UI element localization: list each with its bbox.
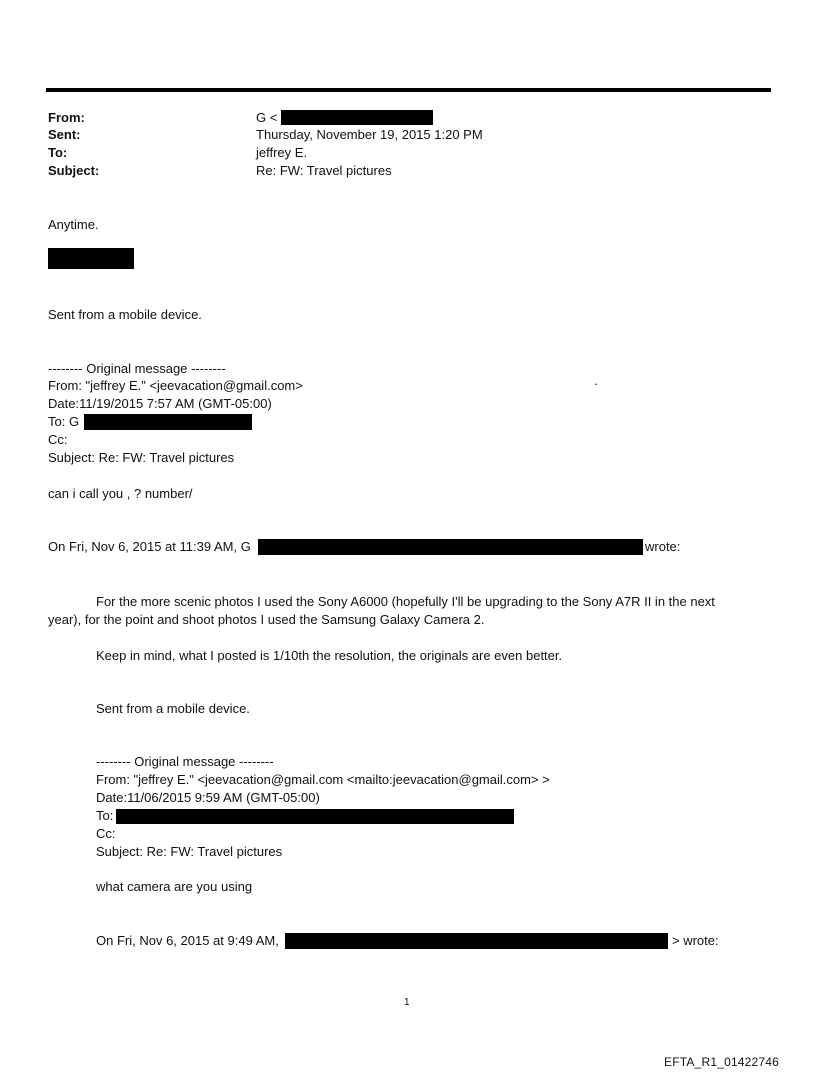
quote-on-line: On Fri, Nov 6, 2015 at 9:49 AM,: [96, 933, 279, 948]
subject-label: Subject:: [48, 163, 100, 178]
quote-paragraph: Keep in mind, what I posted is 1/10th the resolution, the originals are even better.: [96, 648, 563, 663]
quote-text: can i call you , ? number/: [48, 486, 193, 501]
stray-dot: ·: [594, 376, 599, 391]
quote-cc: Cc:: [96, 826, 116, 841]
redaction-block: [258, 539, 643, 555]
quote-paragraph: For the more scenic photos I used the Sony A6000 (hopefully I'll be upgrading to the Sony A7R II in the next: [96, 594, 715, 609]
header-rule: [46, 88, 771, 92]
redaction-block: [48, 248, 134, 269]
redaction-block: [84, 414, 252, 430]
reply-text: Anytime.: [48, 217, 99, 232]
quote-cc: Cc:: [48, 432, 68, 447]
quote-paragraph: year), for the point and shoot photos I used the Samsung Galaxy Camera 2.: [48, 612, 485, 627]
quote-text: what camera are you using: [96, 879, 253, 894]
quote-wrote: > wrote:: [672, 933, 719, 948]
original-message-divider: -------- Original message --------: [96, 754, 274, 769]
quote-wrote: wrote:: [645, 539, 681, 554]
subject-value: Re: FW: Travel pictures: [256, 163, 392, 178]
page-number: 1: [404, 997, 410, 1008]
original-message-divider: -------- Original message --------: [48, 361, 226, 376]
quote-date: Date:11/06/2015 9:59 AM (GMT-05:00): [96, 790, 320, 805]
quote-date: Date:11/19/2015 7:57 AM (GMT-05:00): [48, 396, 272, 411]
quote-on-line: On Fri, Nov 6, 2015 at 11:39 AM, G: [48, 539, 251, 554]
from-label: From:: [48, 110, 85, 125]
quote-from: From: "jeffrey E." <jeevacation@gmail.com>: [48, 378, 303, 393]
to-value: jeffrey E.: [256, 145, 308, 160]
quote-to: To:: [96, 808, 114, 823]
sent-value: Thursday, November 19, 2015 1:20 PM: [256, 127, 483, 142]
mobile-signature: Sent from a mobile device.: [48, 307, 202, 322]
redaction-block: [116, 809, 514, 824]
quote-subject: Subject: Re: FW: Travel pictures: [48, 450, 235, 465]
redaction-block: [285, 933, 668, 949]
quote-subject: Subject: Re: FW: Travel pictures: [96, 844, 283, 859]
document-id: EFTA_R1_01422746: [664, 1055, 780, 1069]
mobile-signature: Sent from a mobile device.: [96, 701, 250, 716]
redaction-block: [281, 110, 433, 125]
quote-from: From: "jeffrey E." <jeevacation@gmail.com <mailto:jeevacation@gmail.com> >: [96, 772, 550, 787]
sent-label: Sent:: [48, 127, 81, 142]
to-label: To:: [48, 145, 68, 160]
quote-to: To: G: [48, 414, 80, 429]
from-value: G <: [256, 110, 278, 125]
